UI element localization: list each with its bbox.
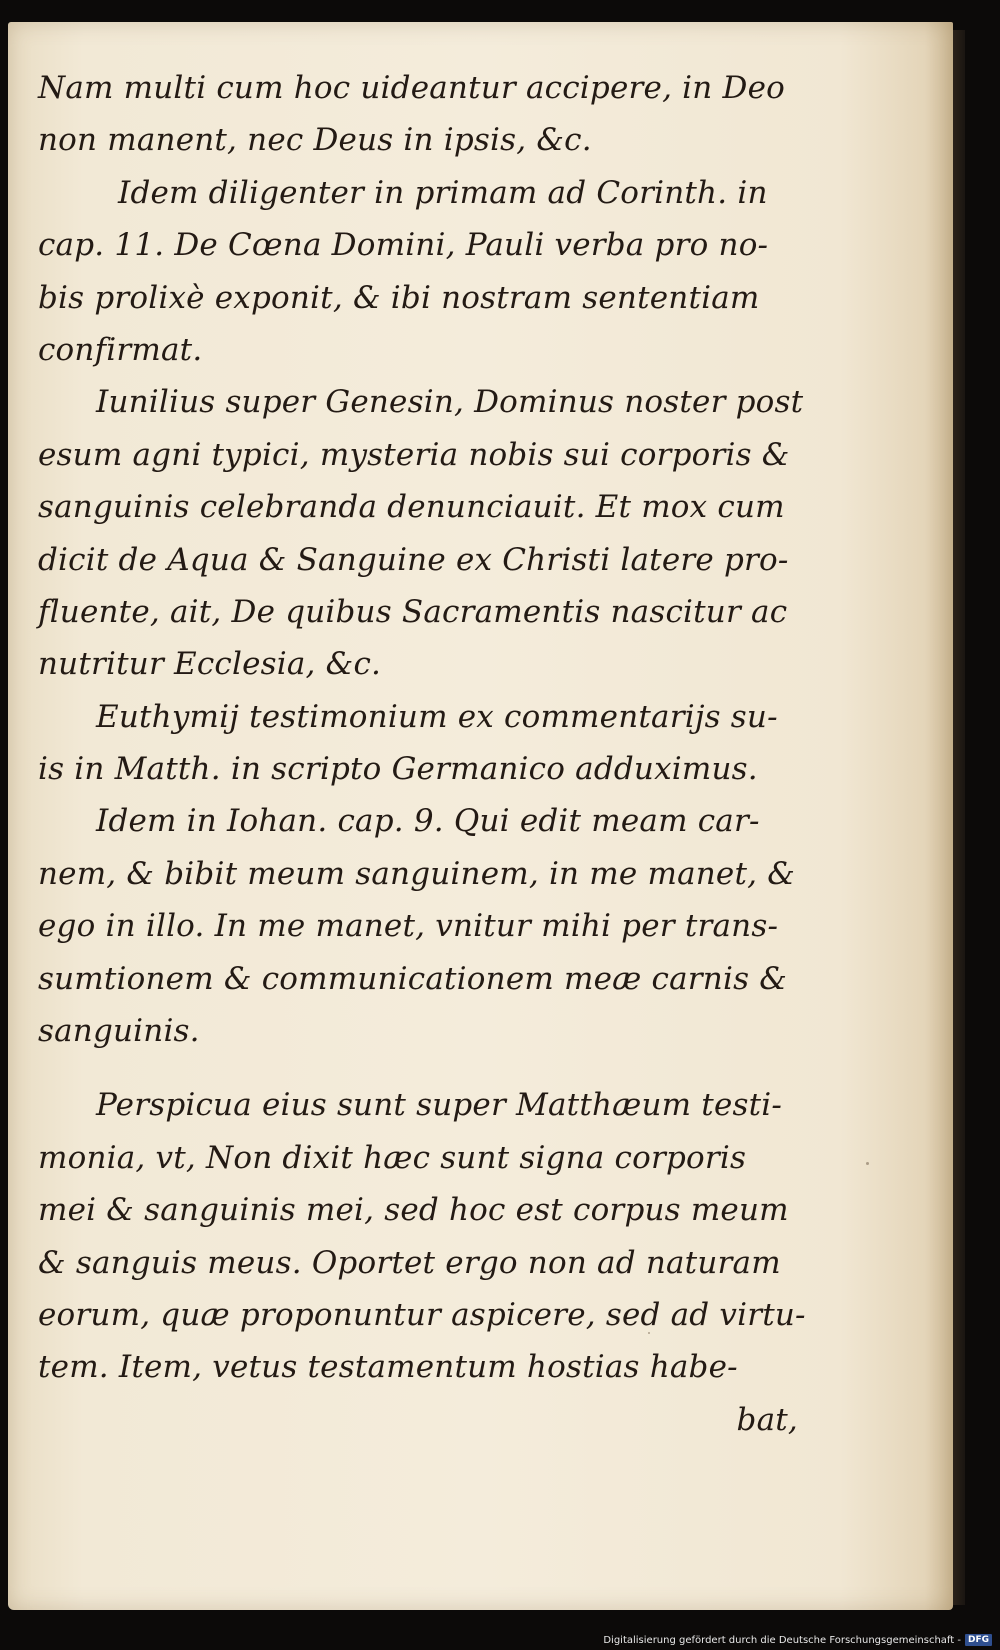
text-line: Euthymij testimonium ex commentarijs su- (96, 698, 778, 735)
text-line: & sanguis meus. Oportet ergo non ad naturam (38, 1244, 781, 1281)
page-text (38, 62, 806, 1446)
text-line: tem. Item, vetus testamentum hostias habe- (38, 1349, 738, 1386)
text-line: bis prolixè exponit, & ibi nostram sententiam (38, 279, 760, 316)
dfg-logo: DFG (965, 1634, 992, 1646)
book-page (8, 22, 953, 1610)
text-line: monia, vt, Non dixit hæc sunt signa corporis (38, 1139, 747, 1176)
text-line: esum agni typici, mysteria nobis sui corporis & (38, 436, 790, 473)
text-line: nem, & bibit meum sanguinem, in me manet, & (38, 855, 796, 892)
catchword: bat, (736, 1401, 798, 1438)
text-line: Nam multi cum hoc uideantur accipere, in Deo (38, 70, 785, 106)
page-edge (953, 30, 965, 1605)
digitization-credit (603, 1632, 992, 1648)
text-line: Idem diligenter in primam ad Corinth. in (118, 174, 768, 211)
text-line: non manent, nec Deus in ipsis, &c. (38, 122, 592, 159)
text-line: is in Matth. in scripto Germanico adduximus. (38, 751, 758, 788)
text-line: cap. 11. De Cœna Domini, Pauli verba pro no- (38, 227, 769, 264)
text-line: Idem in Iohan. cap. 9. Qui edit meam car- (96, 803, 760, 840)
paper-speck (866, 1162, 869, 1165)
text-line: confirmat. (38, 331, 203, 368)
text-line: dicit de Aqua & Sanguine ex Christi latere pro- (38, 541, 789, 578)
text-line: sanguinis. (38, 1013, 200, 1050)
text-line: Iunilius super Genesin, Dominus noster post (96, 384, 804, 421)
text-line: eorum, quæ proponuntur aspicere, sed ad virtu- (38, 1296, 806, 1333)
paper-speck (648, 1332, 650, 1334)
paragraph-gap (38, 1057, 798, 1079)
text-line: nutritur Ecclesia, &c. (38, 646, 382, 683)
text-line: fluente, ait, De quibus Sacramentis nascitur ac (38, 593, 788, 630)
credit-text: Digitalisierung gefördert durch die Deutsche Forschungsgemeinschaft - (603, 1634, 961, 1646)
text-line: Perspicua eius sunt super Matthæum testi- (96, 1087, 783, 1124)
text-line: sanguinis celebranda denunciauit. Et mox cum (38, 489, 785, 526)
text-line: mei & sanguinis mei, sed hoc est corpus meum (38, 1192, 789, 1229)
text-line: sumtionem & communicationem meæ carnis & (38, 960, 788, 997)
text-line: ego in illo. In me manet, vnitur mihi per trans- (38, 908, 779, 945)
